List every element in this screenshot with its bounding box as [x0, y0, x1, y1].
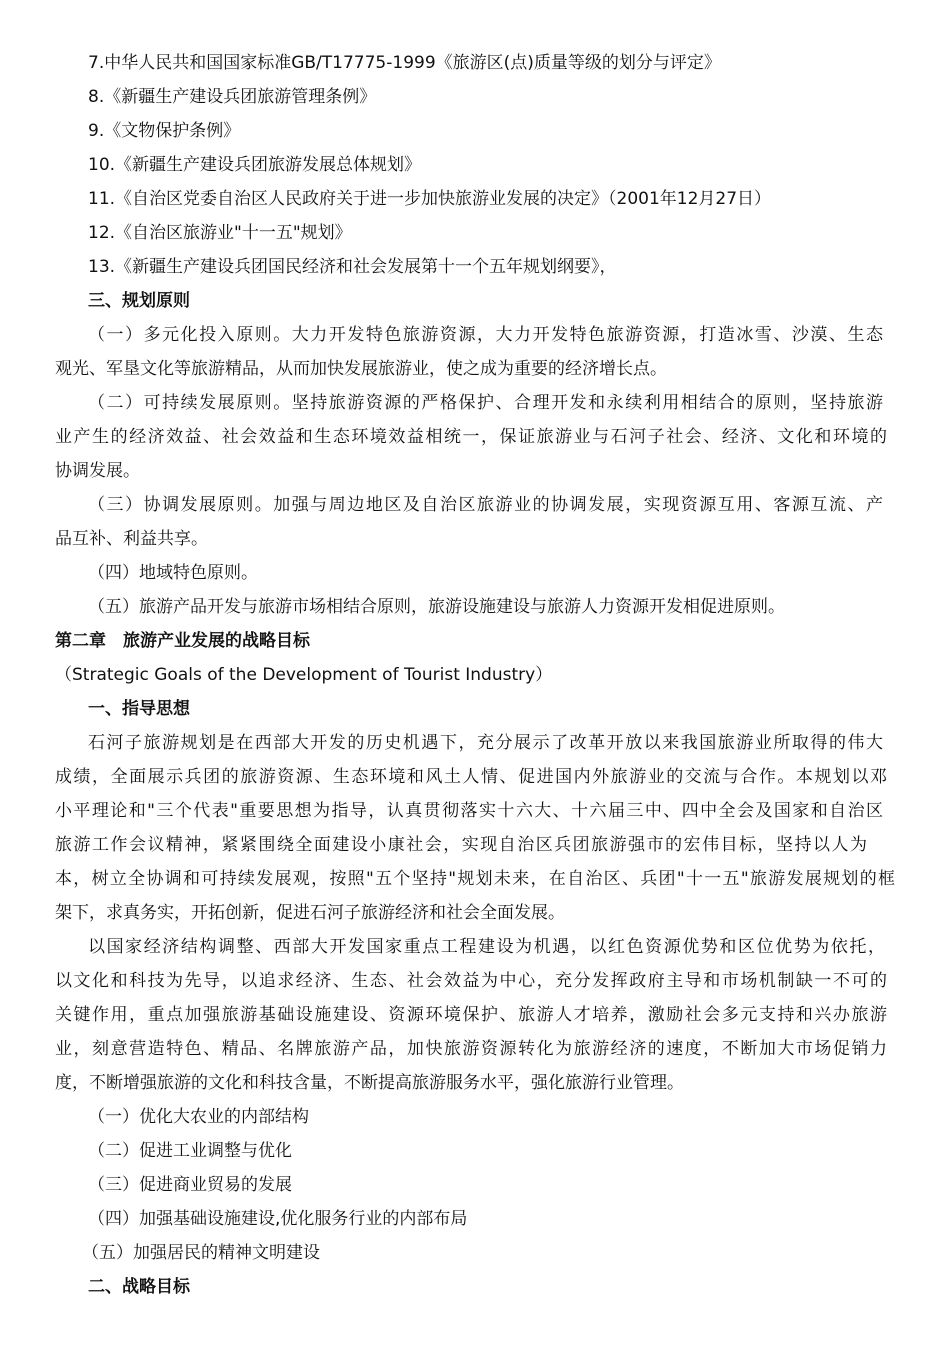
- reference-item: 10.《新疆生产建设兵团旅游发展总体规划》: [88, 155, 422, 175]
- paragraph-line: 小平理论和"三个代表"重要思想为指导，认真贯彻落实十六大、十六届三中、四中全会及国家和自治区: [55, 801, 883, 821]
- paragraph-line: （四）地域特色原则。: [88, 563, 258, 583]
- paragraph-line: 业，刻意营造特色、精品、名牌旅游产品，加快旅游资源转化为旅游经济的速度，不断加大市场促销力: [55, 1039, 887, 1059]
- reference-item: 13.《新疆生产建设兵团国民经济和社会发展第十一个五年规划纲要》，: [88, 257, 617, 277]
- reference-item: 8.《新疆生产建设兵团旅游管理条例》: [88, 87, 377, 107]
- list-item: （五）加强居民的精神文明建设: [82, 1243, 320, 1263]
- list-item: （四）加强基础设施建设,优化服务行业的内部布局: [88, 1209, 468, 1229]
- list-item: （三）促进商业贸易的发展: [88, 1175, 292, 1195]
- paragraph-line: （三）协调发展原则。加强与周边地区及自治区旅游业的协调发展，实现资源互用、客源互流、产: [88, 495, 883, 515]
- chapter-title: 第二章 旅游产业发展的战略目标: [55, 631, 310, 651]
- paragraph-line: （五）旅游产品开发与旅游市场相结合原则，旅游设施建设与旅游人力资源开发相促进原则。: [88, 597, 785, 617]
- paragraph-line: 架下，求真务实，开拓创新，促进石河子旅游经济和社会全面发展。: [55, 903, 565, 923]
- paragraph-line: 观光、军垦文化等旅游精品，从而加快发展旅游业，使之成为重要的经济增长点。: [55, 359, 667, 379]
- paragraph-line: 石河子旅游规划是在西部大开发的历史机遇下，充分展示了改革开放以来我国旅游业所取得的伟大: [88, 733, 883, 753]
- paragraph-line: （一）多元化投入原则。大力开发特色旅游资源，大力开发特色旅游资源，打造冰雪、沙漠、生态: [88, 325, 883, 345]
- paragraph-line: （二）可持续发展原则。坚持旅游资源的严格保护、合理开发和永续利用相结合的原则，坚持旅游: [88, 393, 883, 413]
- reference-item: 9.《文物保护条例》: [88, 121, 241, 141]
- section-heading: 三、规划原则: [88, 291, 190, 311]
- list-item: （二）促进工业调整与优化: [88, 1141, 292, 1161]
- paragraph-line: 成绩，全面展示兵团的旅游资源、生态环境和风土人情、促进国内外旅游业的交流与合作。本规划以邓: [55, 767, 887, 787]
- paragraph-line: 度，不断增强旅游的文化和科技含量，不断提高旅游服务水平，强化旅游行业管理。: [55, 1073, 684, 1093]
- paragraph-line: 以国家经济结构调整、西部大开发国家重点工程建设为机遇，以红色资源优势和区位优势为依托，: [88, 937, 885, 957]
- section-heading: 一、指导思想: [88, 699, 190, 719]
- list-item: （一）优化大农业的内部结构: [88, 1107, 309, 1127]
- paragraph-line: 协调发展。: [55, 461, 140, 481]
- chapter-subtitle: （Strategic Goals of the Development of Tourist Industry）: [55, 665, 553, 685]
- reference-item: 7.中华人民共和国国家标准GB/T17775-1999《旅游区(点)质量等级的划分与评定》: [88, 53, 721, 73]
- paragraph-line: 本，树立全协调和可持续发展观，按照"五个坚持"规划未来，在自治区、兵团"十一五"旅游发展规划的框: [55, 869, 895, 889]
- paragraph-line: 以文化和科技为先导，以追求经济、生态、社会效益为中心，充分发挥政府主导和市场机制缺一不可的: [55, 971, 887, 991]
- paragraph-line: 业产生的经济效益、社会效益和生态环境效益相统一，保证旅游业与石河子社会、经济、文化和环境的: [55, 427, 887, 447]
- reference-item: 12.《自治区旅游业"十一五"规划》: [88, 223, 352, 243]
- paragraph-line: 品互补、利益共享。: [55, 529, 208, 549]
- paragraph-line: 关键作用，重点加强旅游基础设施建设、资源环境保护、旅游人才培养，激励社会多元支持和兴办旅游: [55, 1005, 887, 1025]
- reference-item: 11.《自治区党委自治区人民政府关于进一步加快旅游业发展的决定》（2001年12月27日）: [88, 189, 772, 209]
- section-heading: 二、战略目标: [88, 1277, 190, 1297]
- paragraph-line: 旅游工作会议精神，紧紧围绕全面建设小康社会，实现自治区兵团旅游强市的宏伟目标，坚持以人为: [55, 835, 867, 855]
